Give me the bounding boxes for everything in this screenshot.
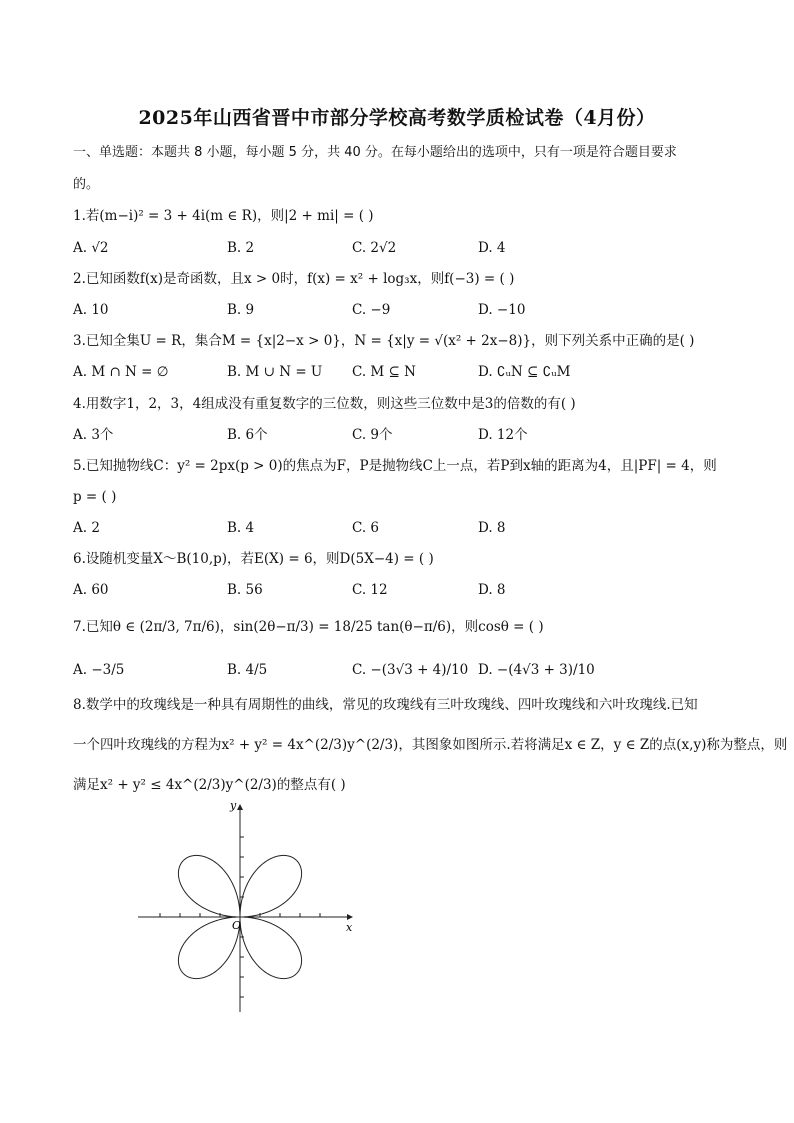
question-1-stem: 1.若(m−i)² = 3 + 4i(m ∈ R)，则|2 + mi| = ( ) bbox=[73, 208, 374, 224]
question-7-option-b: B. 4/5 bbox=[227, 662, 268, 678]
question-8-stem-cont2: 满足x² + y² ≤ 4x^(2/3)y^(2/3)的整点有( ) bbox=[73, 777, 346, 793]
question-2-option-d: D. −10 bbox=[478, 302, 526, 318]
question-2-option-a: A. 10 bbox=[73, 302, 109, 318]
question-3-option-a: A. M ∩ N = ∅ bbox=[73, 364, 169, 380]
question-1-option-a: A. √2 bbox=[73, 240, 109, 256]
question-3-option-c: C. M ⊆ N bbox=[352, 364, 416, 380]
question-6-option-d: D. 8 bbox=[478, 582, 506, 598]
question-6-option-c: C. 12 bbox=[352, 582, 388, 598]
question-4-option-c: C. 9个 bbox=[352, 427, 393, 443]
y-axis-label: y bbox=[230, 799, 237, 812]
rose-curve-graph bbox=[130, 797, 370, 1017]
origin-label: O bbox=[232, 919, 242, 932]
question-5-stem: 5.已知抛物线C：y² = 2px(p > 0)的焦点为F，P是抛物线C上一点，若P到x轴的距离为4，且|PF| = 4，则 bbox=[73, 458, 717, 474]
question-2-stem: 2.已知函数f(x)是奇函数，且x > 0时，f(x) = x² + log₃x，则f(−3) = ( ) bbox=[73, 271, 515, 287]
question-7-option-d: D. −(4√3 + 3)/10 bbox=[478, 662, 595, 678]
question-6-option-b: B. 56 bbox=[227, 582, 263, 598]
section-header-cont: 的。 bbox=[73, 177, 100, 192]
question-2-option-c: C. −9 bbox=[352, 302, 391, 318]
page-title: 2025年山西省晋中市部分学校高考数学质检试卷（4月份） bbox=[138, 107, 656, 129]
question-5-option-b: B. 4 bbox=[227, 520, 255, 536]
section-header: 一、单选题：本题共 8 小题，每小题 5 分，共 40 分。在每小题给出的选项中，只有一项是符合题目要求 bbox=[73, 145, 677, 160]
rose-curve-figure bbox=[130, 797, 370, 1017]
question-3-option-d: D. ∁ᵤN ⊆ ∁ᵤM bbox=[478, 364, 571, 380]
question-5-option-c: C. 6 bbox=[352, 520, 380, 536]
question-8-stem: 8.数学中的玫瑰线是一种具有周期性的曲线，常见的玫瑰线有三叶玫瑰线、四叶玫瑰线和六叶玫瑰线.已知 bbox=[73, 697, 698, 713]
question-4-option-a: A. 3个 bbox=[73, 427, 114, 443]
x-axis-label: x bbox=[346, 921, 353, 934]
question-3-option-b: B. M ∪ N = U bbox=[227, 364, 323, 380]
question-7-stem: 7.已知θ ∈ (2π/3, 7π/6)，sin(2θ−π/3) = 18/25 tan(θ−π/6)，则cosθ = ( ) bbox=[73, 619, 544, 635]
question-6-stem: 6.设随机变量X～B(10,p)，若E(X) = 6，则D(5X−4) = ( ) bbox=[73, 551, 434, 567]
question-4-option-b: B. 6个 bbox=[227, 427, 268, 443]
question-8-stem-cont: 一个四叶玫瑰线的方程为x² + y² = 4x^(2/3)y^(2/3)，其图象如图所示.若将满足x ∈ Z，y ∈ Z的点(x,y)称为整点，则 bbox=[73, 737, 788, 753]
question-5-stem-cont: p = ( ) bbox=[73, 489, 117, 505]
question-5-option-d: D. 8 bbox=[478, 520, 506, 536]
question-7-option-a: A. −3/5 bbox=[73, 662, 125, 678]
question-3-stem: 3.已知全集U = R，集合M = {x|2−x > 0}，N = {x|y = √(x² + 2x−8)}，则下列关系中正确的是( ) bbox=[73, 333, 695, 349]
question-1-option-d: D. 4 bbox=[478, 240, 506, 256]
question-5-option-a: A. 2 bbox=[73, 520, 100, 536]
question-6-option-a: A. 60 bbox=[73, 582, 109, 598]
question-1-option-c: C. 2√2 bbox=[352, 240, 397, 256]
question-7-option-c: C. −(3√3 + 4)/10 bbox=[352, 662, 469, 678]
question-4-stem: 4.用数字1，2，3，4组成没有重复数字的三位数，则这些三位数中是3的倍数的有( ) bbox=[73, 396, 576, 412]
question-2-option-b: B. 9 bbox=[227, 302, 255, 318]
question-4-option-d: D. 12个 bbox=[478, 427, 528, 443]
question-1-option-b: B. 2 bbox=[227, 240, 255, 256]
